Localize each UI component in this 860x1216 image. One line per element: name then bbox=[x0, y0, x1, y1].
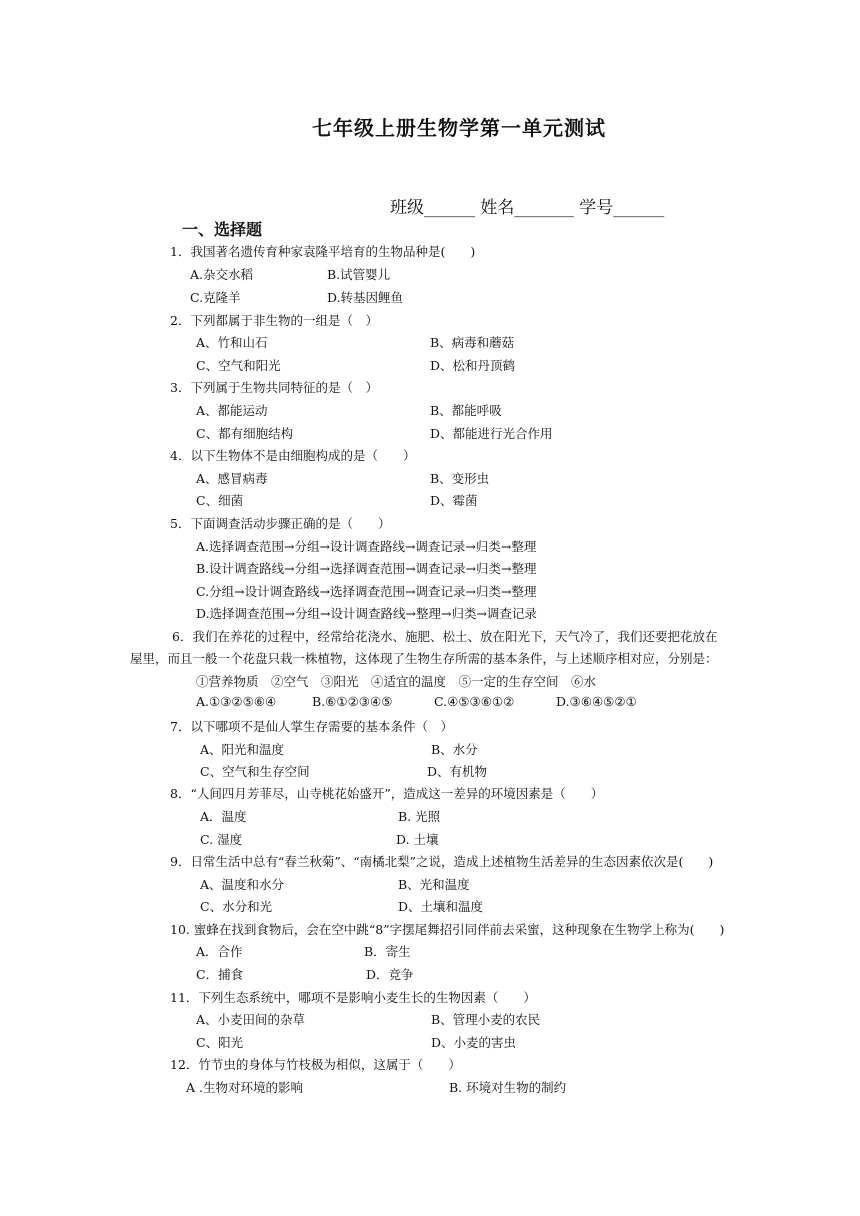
question-1-option-b: B.试管婴儿 bbox=[327, 267, 391, 282]
question-8-stem: 8．“人间四月芳菲尽，山寺桃花始盛开”，造成这一差异的环境因素是（ ） bbox=[170, 786, 604, 801]
question-3-option-c: C、都有细胞结构 bbox=[196, 426, 294, 441]
question-11-option-d: D、小麦的害虫 bbox=[431, 1035, 517, 1050]
question-9-option-b: B、光和温度 bbox=[398, 877, 470, 892]
question-8-option-d: D. 土壤 bbox=[396, 832, 439, 847]
question-2-option-d: D、松和丹顶鹤 bbox=[430, 358, 516, 373]
student-info-line: 班级______ 姓名_______ 学号______ bbox=[390, 198, 665, 218]
question-4-option-d: D、霉菌 bbox=[430, 493, 478, 508]
question-12-option-b: B. 环境对生物的制约 bbox=[449, 1080, 567, 1095]
question-2-option-c: C、空气和阳光 bbox=[196, 358, 281, 373]
question-6-option-b: B.⑥①②③④⑤ bbox=[312, 694, 393, 709]
question-6-stem-line-2: 屋里，而且一般一个花盘只栽一株植物，这体现了生物生存所需的基本条件，与上述顺序相对应，分别是： bbox=[130, 651, 718, 666]
question-3-stem: 3．下列属于生物共同特征的是（ ） bbox=[170, 380, 378, 395]
question-1-option-d: D.转基因鲤鱼 bbox=[327, 290, 404, 305]
question-5-option-c: C.分组→设计调查路线→选择调查范围→调查记录→归类→整理 bbox=[196, 584, 537, 599]
question-4-stem: 4．以下生物体不是由细胞构成的是（ ） bbox=[170, 448, 416, 463]
question-6-stem-line-1: 6．我们在养花的过程中，经常给花浇水、施肥、松土、放在阳光下，天气冷了，我们还要把花放在 bbox=[172, 629, 718, 644]
question-3-option-b: B、都能呼吸 bbox=[430, 403, 502, 418]
question-11-option-a: A、小麦田间的杂草 bbox=[196, 1012, 306, 1027]
question-11-stem: 11．下列生态系统中，哪项不是影响小麦生长的生物因素（ ） bbox=[170, 990, 536, 1005]
question-3-option-d: D、都能进行光合作用 bbox=[430, 426, 553, 441]
question-7-stem: 7．以下哪项不是仙人掌生存需要的基本条件（ ） bbox=[170, 719, 453, 734]
question-5-option-d: D.选择调查范围→分组→设计调查路线→整理→归类→调查记录 bbox=[196, 606, 537, 621]
question-7-option-a: A、阳光和温度 bbox=[200, 742, 285, 757]
question-11-option-c: C、阳光 bbox=[196, 1035, 244, 1050]
question-4-option-c: C、细菌 bbox=[196, 493, 244, 508]
question-7-option-c: C、空气和生存空间 bbox=[200, 764, 310, 779]
question-8-option-a: A．温度 bbox=[200, 809, 247, 824]
question-4-option-b: B、变形虫 bbox=[430, 471, 490, 486]
question-9-option-a: A、温度和水分 bbox=[200, 877, 285, 892]
question-12-option-a: A .生物对环境的影响 bbox=[186, 1080, 303, 1095]
question-10-stem: 10. 蜜蜂在找到食物后，会在空中跳“8”字摆尾舞招引同伴前去采蜜，这种现象在生物学上称为( ) bbox=[170, 922, 725, 937]
question-6-option-c: C.④⑤③⑥①② bbox=[434, 694, 515, 709]
question-8-option-c: C. 湿度 bbox=[200, 832, 243, 847]
question-3-option-a: A、都能运动 bbox=[196, 403, 268, 418]
question-7-option-d: D、有机物 bbox=[427, 764, 488, 779]
page-title: 七年级上册生物学第一单元测试 bbox=[312, 116, 606, 140]
question-10-option-d: D．竞争 bbox=[366, 967, 414, 982]
question-5-option-a: A.选择调查范围→分组→设计调查路线→调查记录→归类→整理 bbox=[196, 539, 537, 554]
question-5-option-b: B.设计调查路线→分组→选择调查范围→调查记录→归类→整理 bbox=[196, 561, 537, 576]
question-7-option-b: B、水分 bbox=[431, 742, 478, 757]
question-9-option-c: C、水分和光 bbox=[200, 899, 273, 914]
question-10-option-b: B．寄生 bbox=[364, 944, 411, 959]
question-5-stem: 5．下面调查活动步骤正确的是（ ） bbox=[170, 516, 391, 531]
section-title: 一、选择题 bbox=[182, 220, 263, 239]
question-10-option-a: A．合作 bbox=[196, 944, 243, 959]
question-4-option-a: A、感冒病毒 bbox=[196, 471, 268, 486]
question-2-option-b: B、病毒和蘑菇 bbox=[430, 335, 515, 350]
question-11-option-b: B、管理小麦的农民 bbox=[431, 1012, 541, 1027]
question-1-option-c: C.克隆羊 bbox=[190, 290, 241, 305]
question-1-option-a: A.杂交水稻 bbox=[190, 267, 254, 282]
question-6-option-d: D.③⑥④⑤②① bbox=[556, 694, 637, 709]
question-9-stem: 9．日常生活中总有“春兰秋菊”、“南橘北梨”之说，造成上述植物生活差异的生态因素依次是( ) bbox=[170, 854, 714, 869]
question-12-stem: 12．竹节虫的身体与竹枝极为相似，这属于（ ） bbox=[170, 1057, 461, 1072]
question-1-stem: 1．我国著名遗传育种家袁隆平培育的生物品种是( ) bbox=[170, 244, 476, 259]
question-6-conditions: ①营养物质 ②空气 ③阳光 ④适宜的温度 ⑤一定的生存空间 ⑥水 bbox=[196, 674, 597, 689]
question-10-option-c: C．捕食 bbox=[196, 967, 244, 982]
question-8-option-b: B. 光照 bbox=[398, 809, 441, 824]
question-2-stem: 2．下列都属于非生物的一组是（ ） bbox=[170, 313, 378, 328]
question-2-option-a: A、竹和山石 bbox=[196, 335, 268, 350]
question-6-option-a: A.①③②⑤⑥④ bbox=[196, 694, 277, 709]
question-9-option-d: D、土壤和温度 bbox=[398, 899, 484, 914]
